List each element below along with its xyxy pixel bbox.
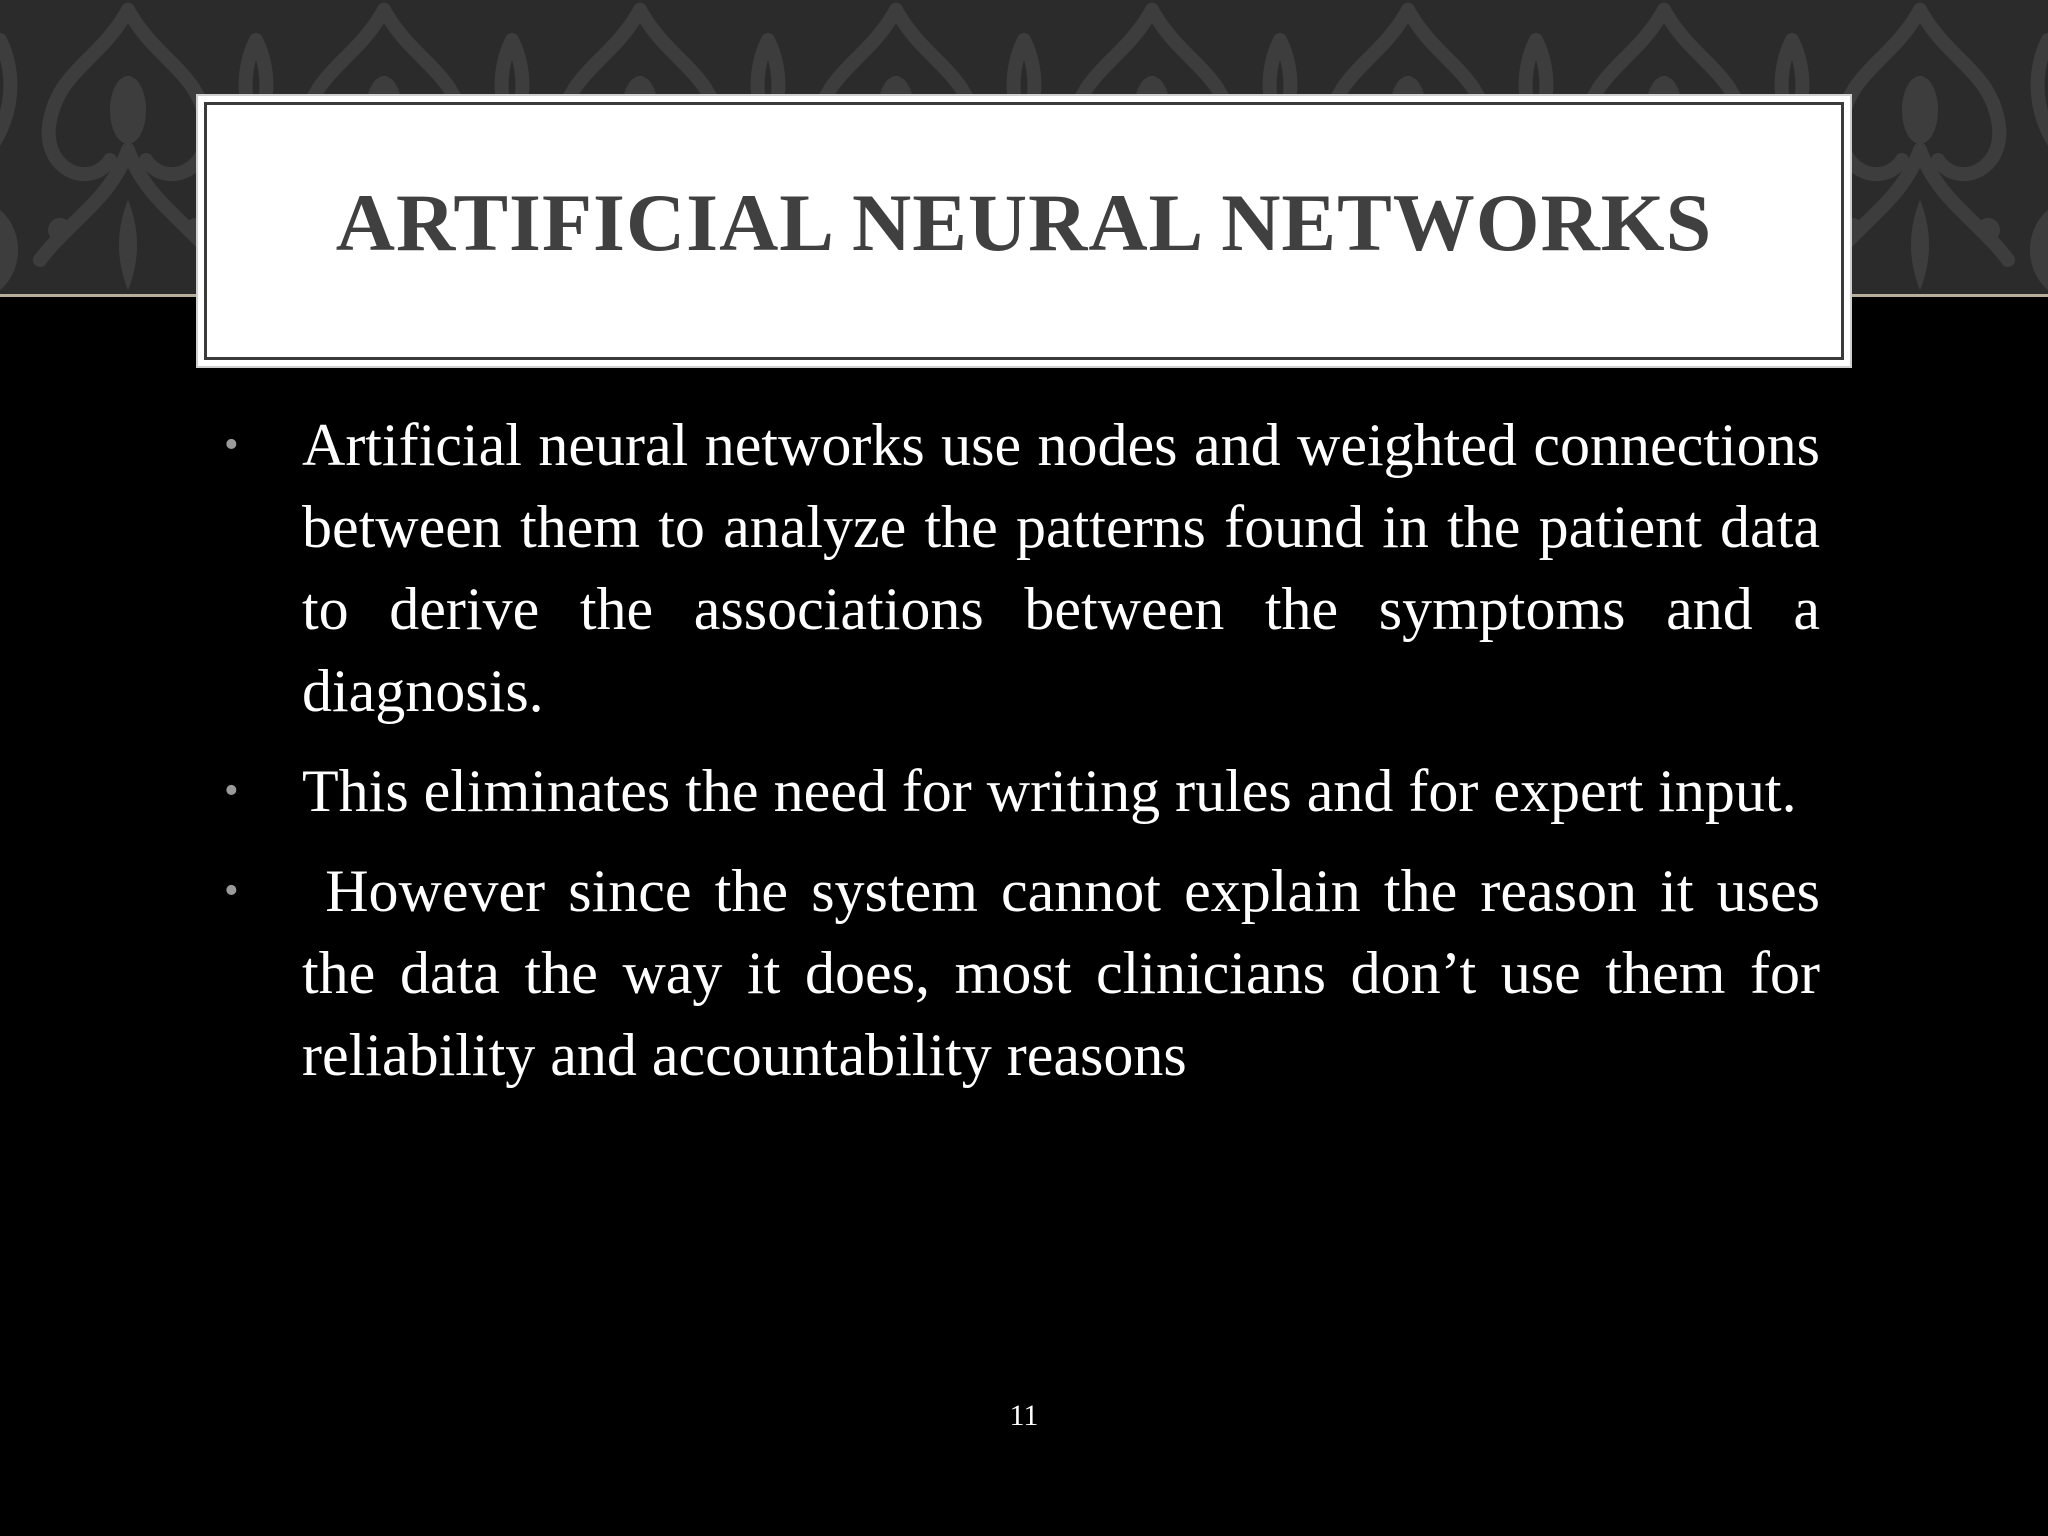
- bullet-item: [224, 404, 1820, 732]
- bullet-text: Artificial neural networks use nodes and weighted connections between them to analyze the patterns found in the patient data to derive the associations between the symptoms and a diagnosis.: [302, 412, 1820, 724]
- title-box: [196, 94, 1852, 368]
- slide-title: ARTIFICIAL NEURAL NETWORKS: [335, 177, 1713, 268]
- bullet-icon: •: [224, 868, 239, 914]
- page-number: 11: [1009, 1399, 1039, 1432]
- bullet-item: [224, 850, 1836, 1096]
- bullet-item: [224, 750, 1820, 832]
- bullet-text: This eliminates the need for writing rules and for expert input.: [302, 758, 1797, 824]
- bullet-text: However since the system cannot explain the reason it uses the data the way it does, most clinicians don’t use them for reliability and accountability reasons: [302, 858, 1836, 1088]
- bullet-icon: •: [224, 422, 239, 468]
- bullet-list: [224, 404, 1836, 1114]
- bullet-icon: •: [224, 768, 239, 814]
